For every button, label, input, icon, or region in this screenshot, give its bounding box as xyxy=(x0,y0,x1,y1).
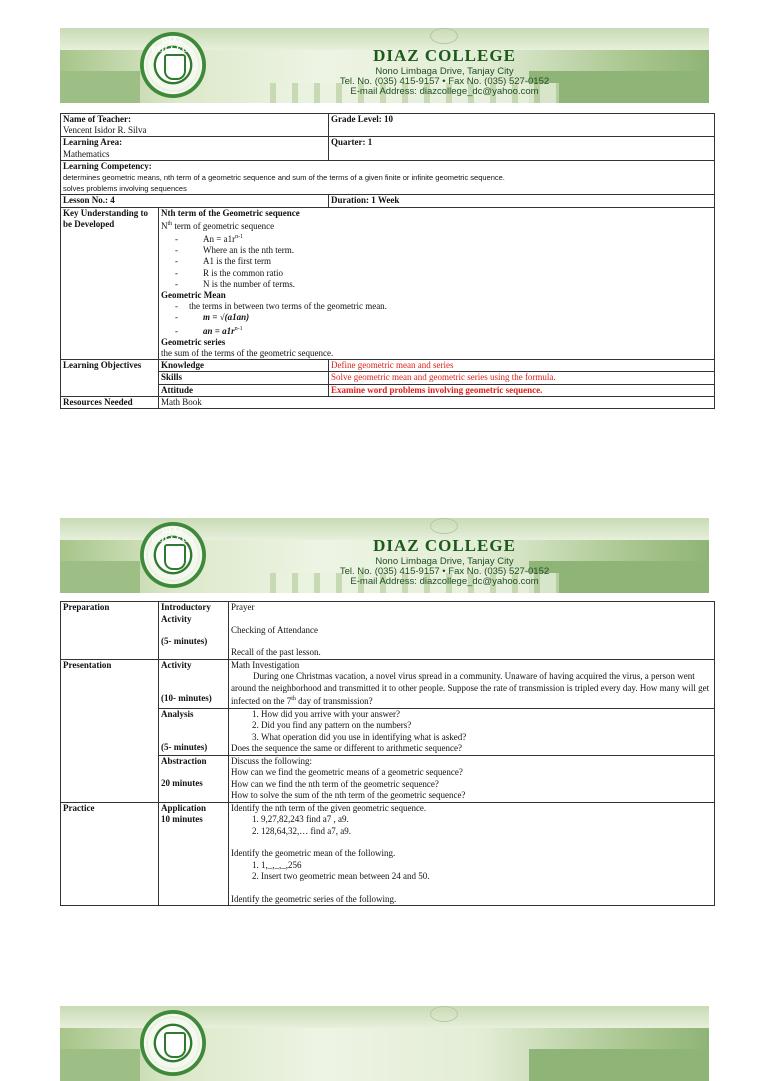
abstraction-item: Discuss the following: xyxy=(231,755,312,766)
list-item: - N is the number of terms. xyxy=(189,279,712,290)
college-seal-icon xyxy=(140,1010,206,1076)
quarter: Quarter: 1 xyxy=(331,137,373,148)
area-value: Mathematics xyxy=(63,148,110,159)
application-label: Application xyxy=(161,802,207,813)
objective-attitude-row xyxy=(61,384,715,396)
college-address: Nono Limbaga Drive, Tanjay City xyxy=(375,66,514,77)
analysis-list xyxy=(231,709,712,744)
abstraction-item: How can we find the geometric means of a geometric sequence? xyxy=(231,767,463,777)
practice-row xyxy=(61,802,715,906)
grade-level: Grade Level: 10 xyxy=(331,114,393,124)
analysis-label: Analysis xyxy=(161,708,194,719)
nth-exp: n-1 xyxy=(235,234,244,241)
list-item: - A1 is the first term xyxy=(189,256,712,267)
lo-label: Learning Objectives xyxy=(63,360,142,371)
competency-label: Learning Competency: xyxy=(63,160,152,171)
knowledge-objective: Define geometric mean and series xyxy=(329,360,715,372)
abstraction-item: How to solve the sum of the nth term of the geometric sequence? xyxy=(231,790,466,800)
analysis-question: Does the sequence the same or different to arithmetic sequence? xyxy=(231,743,462,753)
list-item: - Where an is the nth term. xyxy=(189,245,712,256)
app-list-1 xyxy=(231,814,712,837)
skills-label: Skills xyxy=(161,372,183,383)
intro-label: Introductory Activity xyxy=(161,602,211,624)
seal-text: DIAZ COLLEGE xyxy=(151,526,195,544)
nth-sub: N xyxy=(161,220,168,231)
list-item: 2. Did you find any pattern on the numbers? xyxy=(261,720,712,732)
analysis-time: (5- minutes) xyxy=(161,742,208,752)
competency-row xyxy=(61,160,715,195)
abstraction-row xyxy=(61,755,715,802)
list-item: 2. 128,64,32,… find a7, a9. xyxy=(261,826,712,838)
app-intro: Identify the nth term of the given geometric sequence. xyxy=(231,802,427,813)
series-title: Geometric series xyxy=(161,336,226,347)
teacher-name: Vencent Isidor R. Silva xyxy=(63,125,147,136)
college-email: E-mail Address: diazcollege_dc@yahoo.com xyxy=(350,576,539,587)
college-banner xyxy=(60,28,709,103)
ku-label: Key Understanding to be Developed xyxy=(63,207,149,229)
list-item: - an = $a1r^{n-1}$ xyxy=(189,324,712,337)
banner-emblem-icon xyxy=(430,1006,458,1022)
list-item: - R is the common ratio xyxy=(189,268,712,279)
activity-text: During one Christmas vacation, a novel virus spread in a community. Unaware of having acquired the virus, a person went around the neighborhood and transmitted it to other people. Suppose the rate of transmission is tripled every day. How many will get infected on the 7th day of transmission? xyxy=(231,671,710,706)
intro-item: Checking of Attendance xyxy=(231,624,318,635)
resources-value: Math Book xyxy=(159,396,715,408)
list-item: 2. Insert two geometric mean between 24 and 50. xyxy=(261,871,712,883)
area-label: Learning Area: xyxy=(63,137,123,148)
list-item: - $An = a1r^{n-1}$ xyxy=(189,232,712,245)
teacher-label: Name of Teacher: xyxy=(63,114,131,124)
activity-time: (10- minutes) xyxy=(161,693,212,703)
college-phone: Tel. No. (035) 415-9157 • Fax No. (035) 527-0152 xyxy=(339,566,550,577)
list-item: 1. How did you arrive with your answer? xyxy=(261,709,712,721)
app-list-2 xyxy=(231,860,712,883)
mean-list xyxy=(161,301,712,337)
mean-title: Geometric Mean xyxy=(161,290,226,301)
lesson-row xyxy=(61,195,715,207)
area-row xyxy=(61,137,715,160)
list-item: 1. 9,27,82,243 find a7 , a9. xyxy=(261,814,712,826)
nth-title: Nth term of the Geometric sequence xyxy=(161,207,300,218)
preparation-label: Preparation xyxy=(63,602,110,612)
college-email: E-mail Address: diazcollege_dc@yahoo.com xyxy=(350,86,539,97)
list-item: - the terms in between two terms of the geometric mean. xyxy=(189,301,712,312)
skills-objective: Solve geometric mean and geometric series using the formula. xyxy=(329,372,715,384)
resources-label: Resources Needed xyxy=(63,396,133,407)
teacher-row xyxy=(61,114,715,137)
college-banner xyxy=(60,518,709,593)
abstraction-item: How can we find the nth term of the geometric sequence? xyxy=(231,778,439,789)
college-name: DIAZ COLLEGE xyxy=(373,46,516,65)
list-item: - m = √(a1an) xyxy=(189,312,712,323)
activity-row xyxy=(61,659,715,708)
lesson-no: Lesson No.: 4 xyxy=(63,195,115,206)
nth-list xyxy=(161,232,712,290)
banner-emblem-icon xyxy=(430,518,458,534)
intro-item: Prayer xyxy=(231,602,255,612)
college-address: Nono Limbaga Drive, Tanjay City xyxy=(375,556,514,567)
app-intro: Identify the geometric mean of the following. xyxy=(231,848,396,858)
nth-rest: term of geometric sequence xyxy=(172,220,275,231)
list-item: 3. What operation did you use in identifying what is asked? xyxy=(261,732,712,744)
competency-2: solves problems involving sequences xyxy=(63,184,187,194)
college-phone: Tel. No. (035) 415-9157 • Fax No. (035) 527-0152 xyxy=(339,76,550,87)
attitude-objective: Examine word problems involving geometric sequence. xyxy=(329,384,715,396)
analysis-row xyxy=(61,708,715,755)
activity-title: Math Investigation xyxy=(231,659,300,670)
attitude-label: Attitude xyxy=(161,384,193,395)
competency-1: determines geometric means, nth term of a geometric sequence and sum of the terms of a given finite or infinite geometric sequence. xyxy=(63,173,505,183)
practice-label: Practice xyxy=(63,802,95,813)
app-intro: Identify the geometric series of the following. xyxy=(231,893,397,904)
objective-knowledge-row xyxy=(61,360,715,372)
intro-item: Recall of the past lesson. xyxy=(231,647,321,657)
abstraction-label: Abstraction xyxy=(161,755,207,766)
nth-sup: th xyxy=(167,220,173,227)
lesson-plan-table xyxy=(60,113,715,409)
knowledge-label: Knowledge xyxy=(161,360,205,371)
key-understanding-row xyxy=(61,207,715,360)
college-banner xyxy=(60,1006,709,1081)
procedure-table xyxy=(60,601,715,906)
resources-row xyxy=(61,396,715,408)
seal-text: DIAZ COLLEGE xyxy=(151,36,195,54)
intro-time: (5- minutes) xyxy=(161,636,208,646)
list-item: 1. 1,_,_,_,256 xyxy=(261,860,712,872)
series-desc: the sum of the terms of the geometric sequence. xyxy=(161,348,334,359)
presentation-label: Presentation xyxy=(63,659,112,670)
college-name: DIAZ COLLEGE xyxy=(373,536,516,555)
duration: Duration: 1 Week xyxy=(331,195,400,206)
preparation-row xyxy=(61,602,715,660)
abstraction-time: 20 minutes xyxy=(161,778,203,788)
activity-label: Activity xyxy=(161,659,192,670)
banner-emblem-icon xyxy=(430,28,458,44)
application-time: 10 minutes xyxy=(161,814,203,824)
objective-skills-row xyxy=(61,372,715,384)
